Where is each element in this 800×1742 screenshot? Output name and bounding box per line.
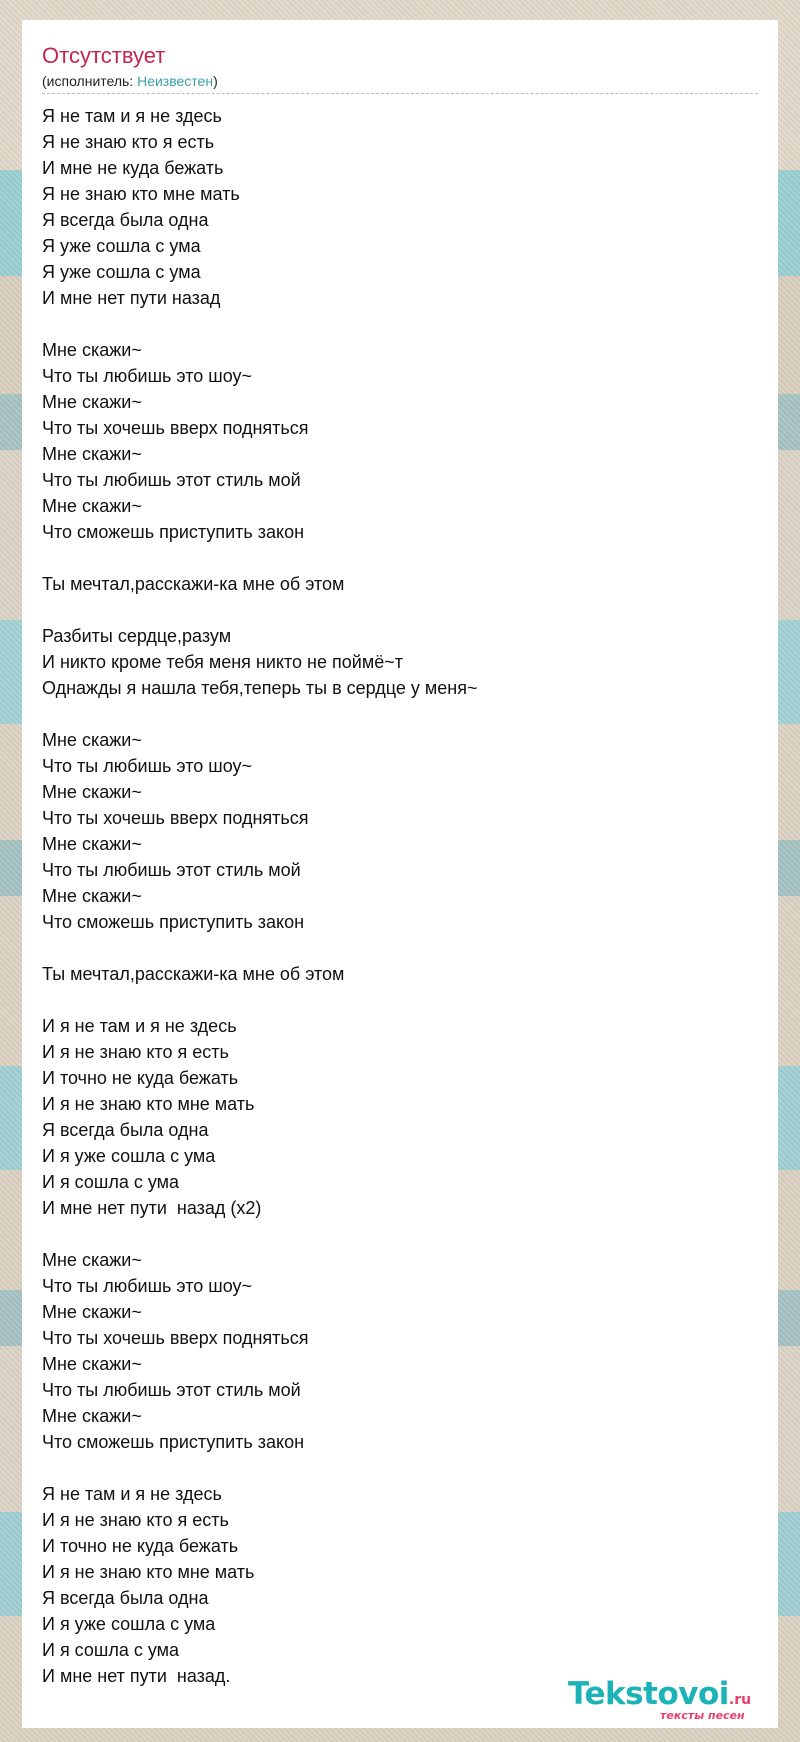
lyric-line: Что сможешь приступить закон — [42, 912, 305, 932]
artist-suffix: ) — [213, 73, 218, 89]
lyric-blank-line — [42, 1455, 758, 1481]
lyric-line: И я сошла с ума — [42, 1640, 180, 1660]
lyric-line: Разбиты сердце,разум — [42, 626, 232, 646]
lyric-line: Я не знаю кто мне мать — [42, 184, 240, 204]
lyric-line: Я не знаю кто я есть — [42, 132, 215, 152]
lyric-line: И я уже сошла с ума — [42, 1614, 216, 1634]
lyric-line: Мне скажи~ — [42, 392, 142, 412]
lyric-line: И я не знаю кто мне мать — [42, 1094, 255, 1114]
lyrics-text — [42, 103, 758, 1689]
lyric-line: Однажды я нашла тебя,теперь ты в сердце у меня~ — [42, 678, 478, 698]
lyric-line: Что ты любишь этот стиль мой — [42, 1380, 301, 1400]
lyric-line: Мне скажи~ — [42, 496, 142, 516]
lyric-line: Что ты любишь это шоу~ — [42, 756, 253, 776]
lyric-line: И мне нет пути назад. — [42, 1666, 231, 1686]
lyric-line: Что ты любишь это шоу~ — [42, 366, 253, 386]
lyric-line: Мне скажи~ — [42, 730, 142, 750]
lyric-line: Что ты любишь этот стиль мой — [42, 470, 301, 490]
lyric-line: Мне скажи~ — [42, 782, 142, 802]
artist-link[interactable]: Неизвестен — [137, 73, 214, 89]
lyric-line: Мне скажи~ — [42, 1354, 142, 1374]
logo-tagline: тексты песен — [660, 1709, 745, 1722]
lyric-blank-line — [42, 545, 758, 571]
lyric-blank-line — [42, 987, 758, 1013]
lyric-line: И я не знаю кто мне мать — [42, 1562, 255, 1582]
lyric-line: Мне скажи~ — [42, 834, 142, 854]
lyric-line: И никто кроме тебя меня никто не поймё~т — [42, 652, 403, 672]
lyric-line: Я всегда была одна — [42, 1120, 209, 1140]
lyric-line: Ты мечтал,расскажи-ка мне об этом — [42, 574, 345, 594]
lyric-blank-line — [42, 701, 758, 727]
lyric-line: И точно не куда бежать — [42, 1536, 239, 1556]
lyric-line: Что ты хочешь вверх подняться — [42, 808, 309, 828]
lyric-line: Что ты любишь этот стиль мой — [42, 860, 301, 880]
lyric-line: Я не там и я не здесь — [42, 106, 222, 126]
lyric-line: И я уже сошла с ума — [42, 1146, 216, 1166]
artist-prefix: (исполнитель: — [42, 73, 138, 89]
logo-domain: .ru — [728, 1692, 752, 1708]
lyric-line: Я всегда была одна — [42, 210, 209, 230]
lyric-line: Я уже сошла с ума — [42, 236, 201, 256]
logo-name: Tekstovoi — [568, 1676, 729, 1712]
lyric-line: И я не знаю кто я есть — [42, 1510, 229, 1530]
lyric-line: Я всегда была одна — [42, 1588, 209, 1608]
lyric-line: Что ты хочешь вверх подняться — [42, 1328, 309, 1348]
lyric-line: И точно не куда бежать — [42, 1068, 239, 1088]
lyrics-card — [22, 20, 778, 1728]
lyric-line: Мне скажи~ — [42, 1302, 142, 1322]
lyric-line: Я уже сошла с ума — [42, 262, 201, 282]
artist-line — [42, 72, 758, 90]
lyric-blank-line — [42, 597, 758, 623]
lyric-line: И мне нет пути назад — [42, 288, 221, 308]
lyric-line: Что ты хочешь вверх подняться — [42, 418, 309, 438]
lyric-line: И я не знаю кто я есть — [42, 1042, 229, 1062]
lyric-line: Мне скажи~ — [42, 1406, 142, 1426]
lyric-line: И я не там и я не здесь — [42, 1016, 237, 1036]
lyric-blank-line — [42, 311, 758, 337]
lyric-line: Что сможешь приступить закон — [42, 1432, 305, 1452]
lyric-line: Мне скажи~ — [42, 444, 142, 464]
lyric-line: Мне скажи~ — [42, 886, 142, 906]
lyric-line: И мне не куда бежать — [42, 158, 224, 178]
lyric-line: И мне нет пути назад (x2) — [42, 1198, 262, 1218]
lyric-line: Что сможешь приступить закон — [42, 522, 305, 542]
song-title: Отсутствует — [42, 43, 166, 68]
lyric-line: Я не там и я не здесь — [42, 1484, 222, 1504]
lyric-line: Мне скажи~ — [42, 1250, 142, 1270]
lyric-line: Мне скажи~ — [42, 340, 142, 360]
lyric-line: И я сошла с ума — [42, 1172, 180, 1192]
lyric-line: Что ты любишь это шоу~ — [42, 1276, 253, 1296]
title-divider — [42, 93, 758, 94]
lyric-line: Ты мечтал,расскажи-ка мне об этом — [42, 964, 345, 984]
lyric-blank-line — [42, 1221, 758, 1247]
site-logo[interactable] — [568, 1676, 778, 1724]
lyric-blank-line — [42, 935, 758, 961]
